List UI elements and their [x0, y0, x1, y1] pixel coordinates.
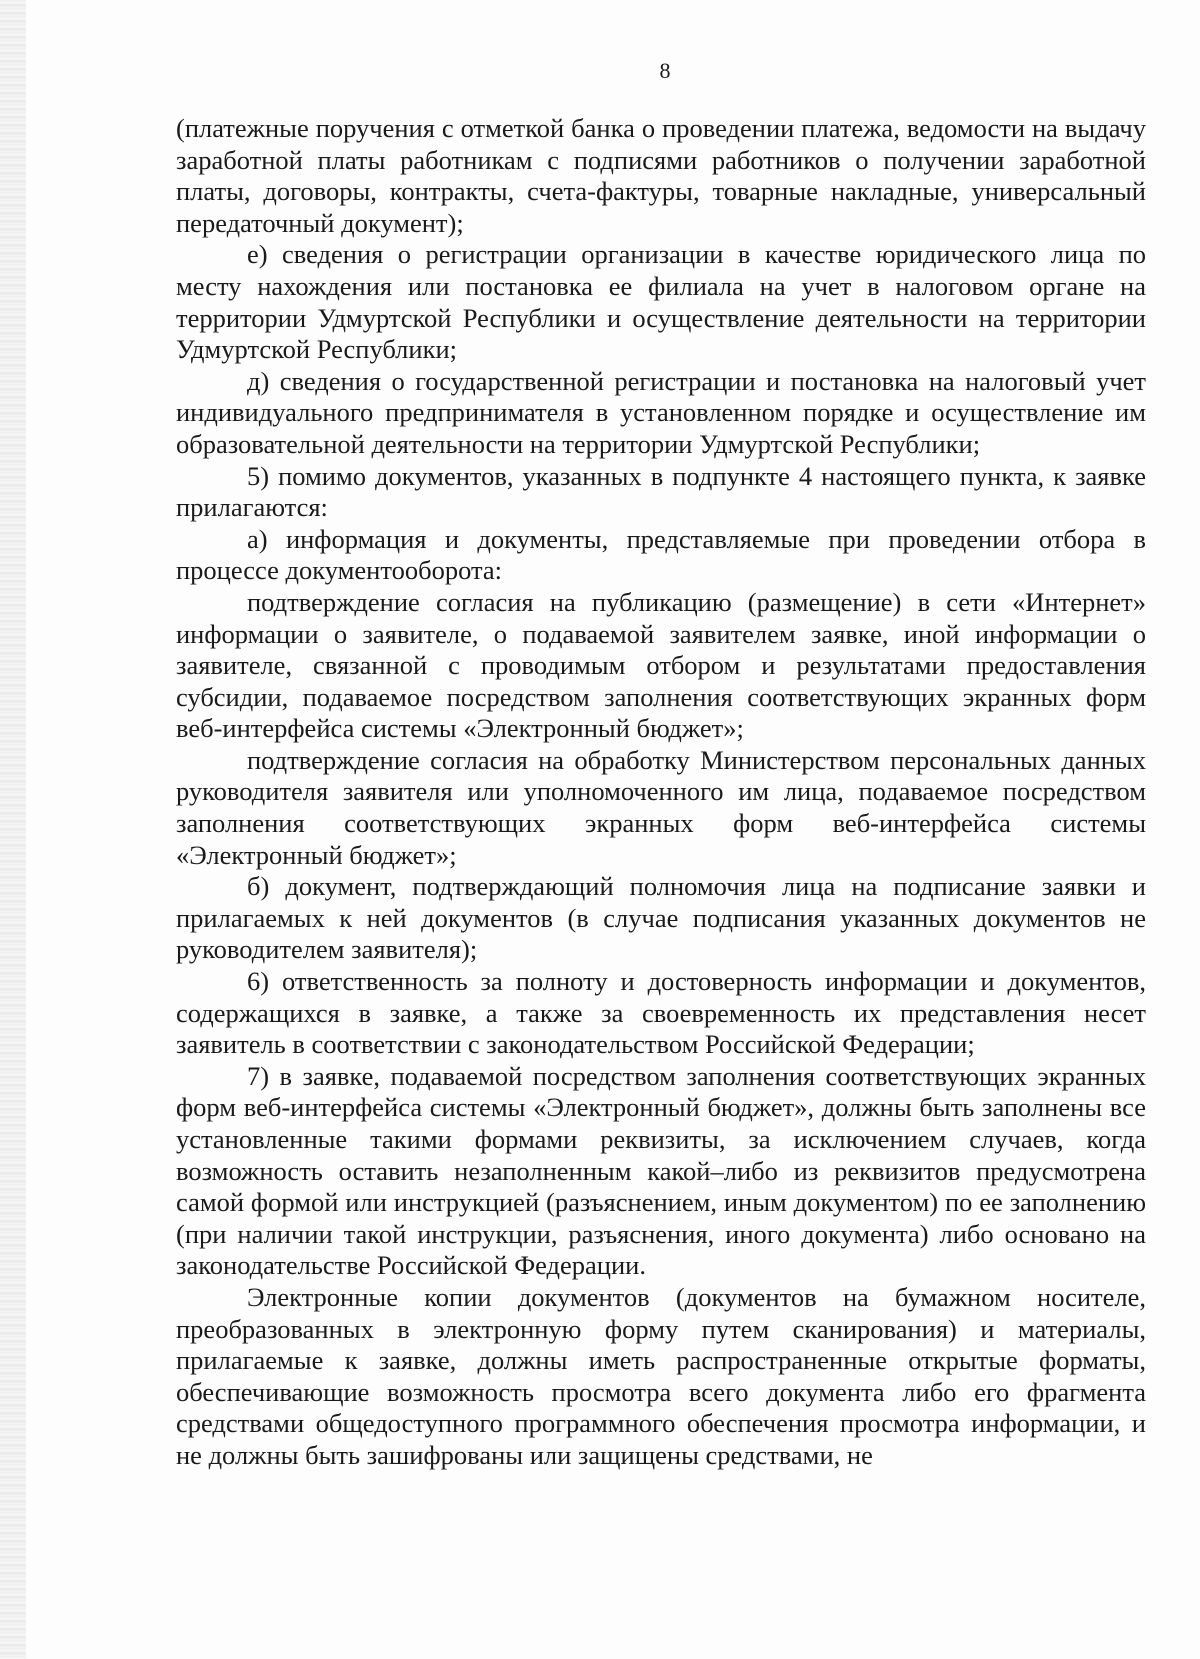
paragraph: (платежные поручения с отметкой банка о проведении платежа, ведомости на выдачу заработной платы работникам с подписями работников о получении заработной платы, договоры, контракты, счета-фактуры, товарные накладные, универсальный передаточный документ); — [176, 113, 1146, 238]
body-text — [176, 113, 1146, 1472]
paragraph: а) информация и документы, представляемые при проведении отбора в процессе документооборота: — [176, 523, 1146, 586]
page-number: 8 — [659, 58, 671, 83]
paragraph: 5) помимо документов, указанных в подпункте 4 настоящего пункта, к заявке прилагаются: — [176, 460, 1146, 523]
paragraph: Электронные копии документов (документов на бумажном носителе, преобразованных в электронную форму путем сканирования) и материалы, прилагаемые к заявке, должны иметь распространенные открытые форматы, обеспечивающие возможность просмотра всего документа либо его фрагмента средствами общедоступного программного обеспечения просмотра информации, и не должны быть зашифрованы или защищены средствами, не — [176, 1281, 1146, 1470]
paragraph: б) документ, подтверждающий полномочия лица на подписание заявки и прилагаемых к ней документов (в случае подписания указанных документов не руководителем заявителя); — [176, 871, 1146, 965]
paragraph: 6) ответственность за полноту и достоверность информации и документов, содержащихся в заявке, а также за своевременность их представления несет заявитель в соответствии с законодательством Российской Федерации; — [176, 966, 1146, 1060]
paragraph: подтверждение согласия на публикацию (размещение) в сети «Интернет» информации о заявителе, о подаваемой заявителем заявке, иной информации о заявителе, связанной с проводимым отбором и результатами предоставления субсидии, подаваемое посредством заполнения соответствующих экранных форм веб-интерфейса системы «Электронный бюджет»; — [176, 586, 1146, 744]
paragraph: д) сведения о государственной регистрации и постановка на налоговый учет индивидуального предпринимателя в установленном порядке и осуществление им образовательной деятельности на территории Удмуртской Республики; — [176, 365, 1146, 459]
paragraph: 7) в заявке, подаваемой посредством заполнения соответствующих экранных форм веб-интерфейса системы «Электронный бюджет», должны быть заполнены все установленные такими формами реквизиты, за исключением случаев, когда возможность оставить незаполненным какой–либо из реквизитов предусмотрена самой формой или инструкцией (разъяснением, иным документом) по ее заполнению (при наличии такой инструкции, разъяснения, иного документа) либо основано на законодательстве Российской Федерации. — [176, 1060, 1146, 1281]
scan-edge-artifact — [0, 0, 26, 1659]
paragraph: подтверждение согласия на обработку Министерством персональных данных руководителя заявителя или уполномоченного им лица, подаваемое посредством заполнения соответствующих экранных форм веб-интерфейса системы «Электронный бюджет»; — [176, 744, 1146, 870]
paragraph: е) сведения о регистрации организации в качестве юридического лица по месту нахождения или постановка ее филиала на учет в налоговом органе на территории Удмуртской Республики и осуществление деятельности на территории Удмуртской Республики; — [176, 239, 1146, 365]
